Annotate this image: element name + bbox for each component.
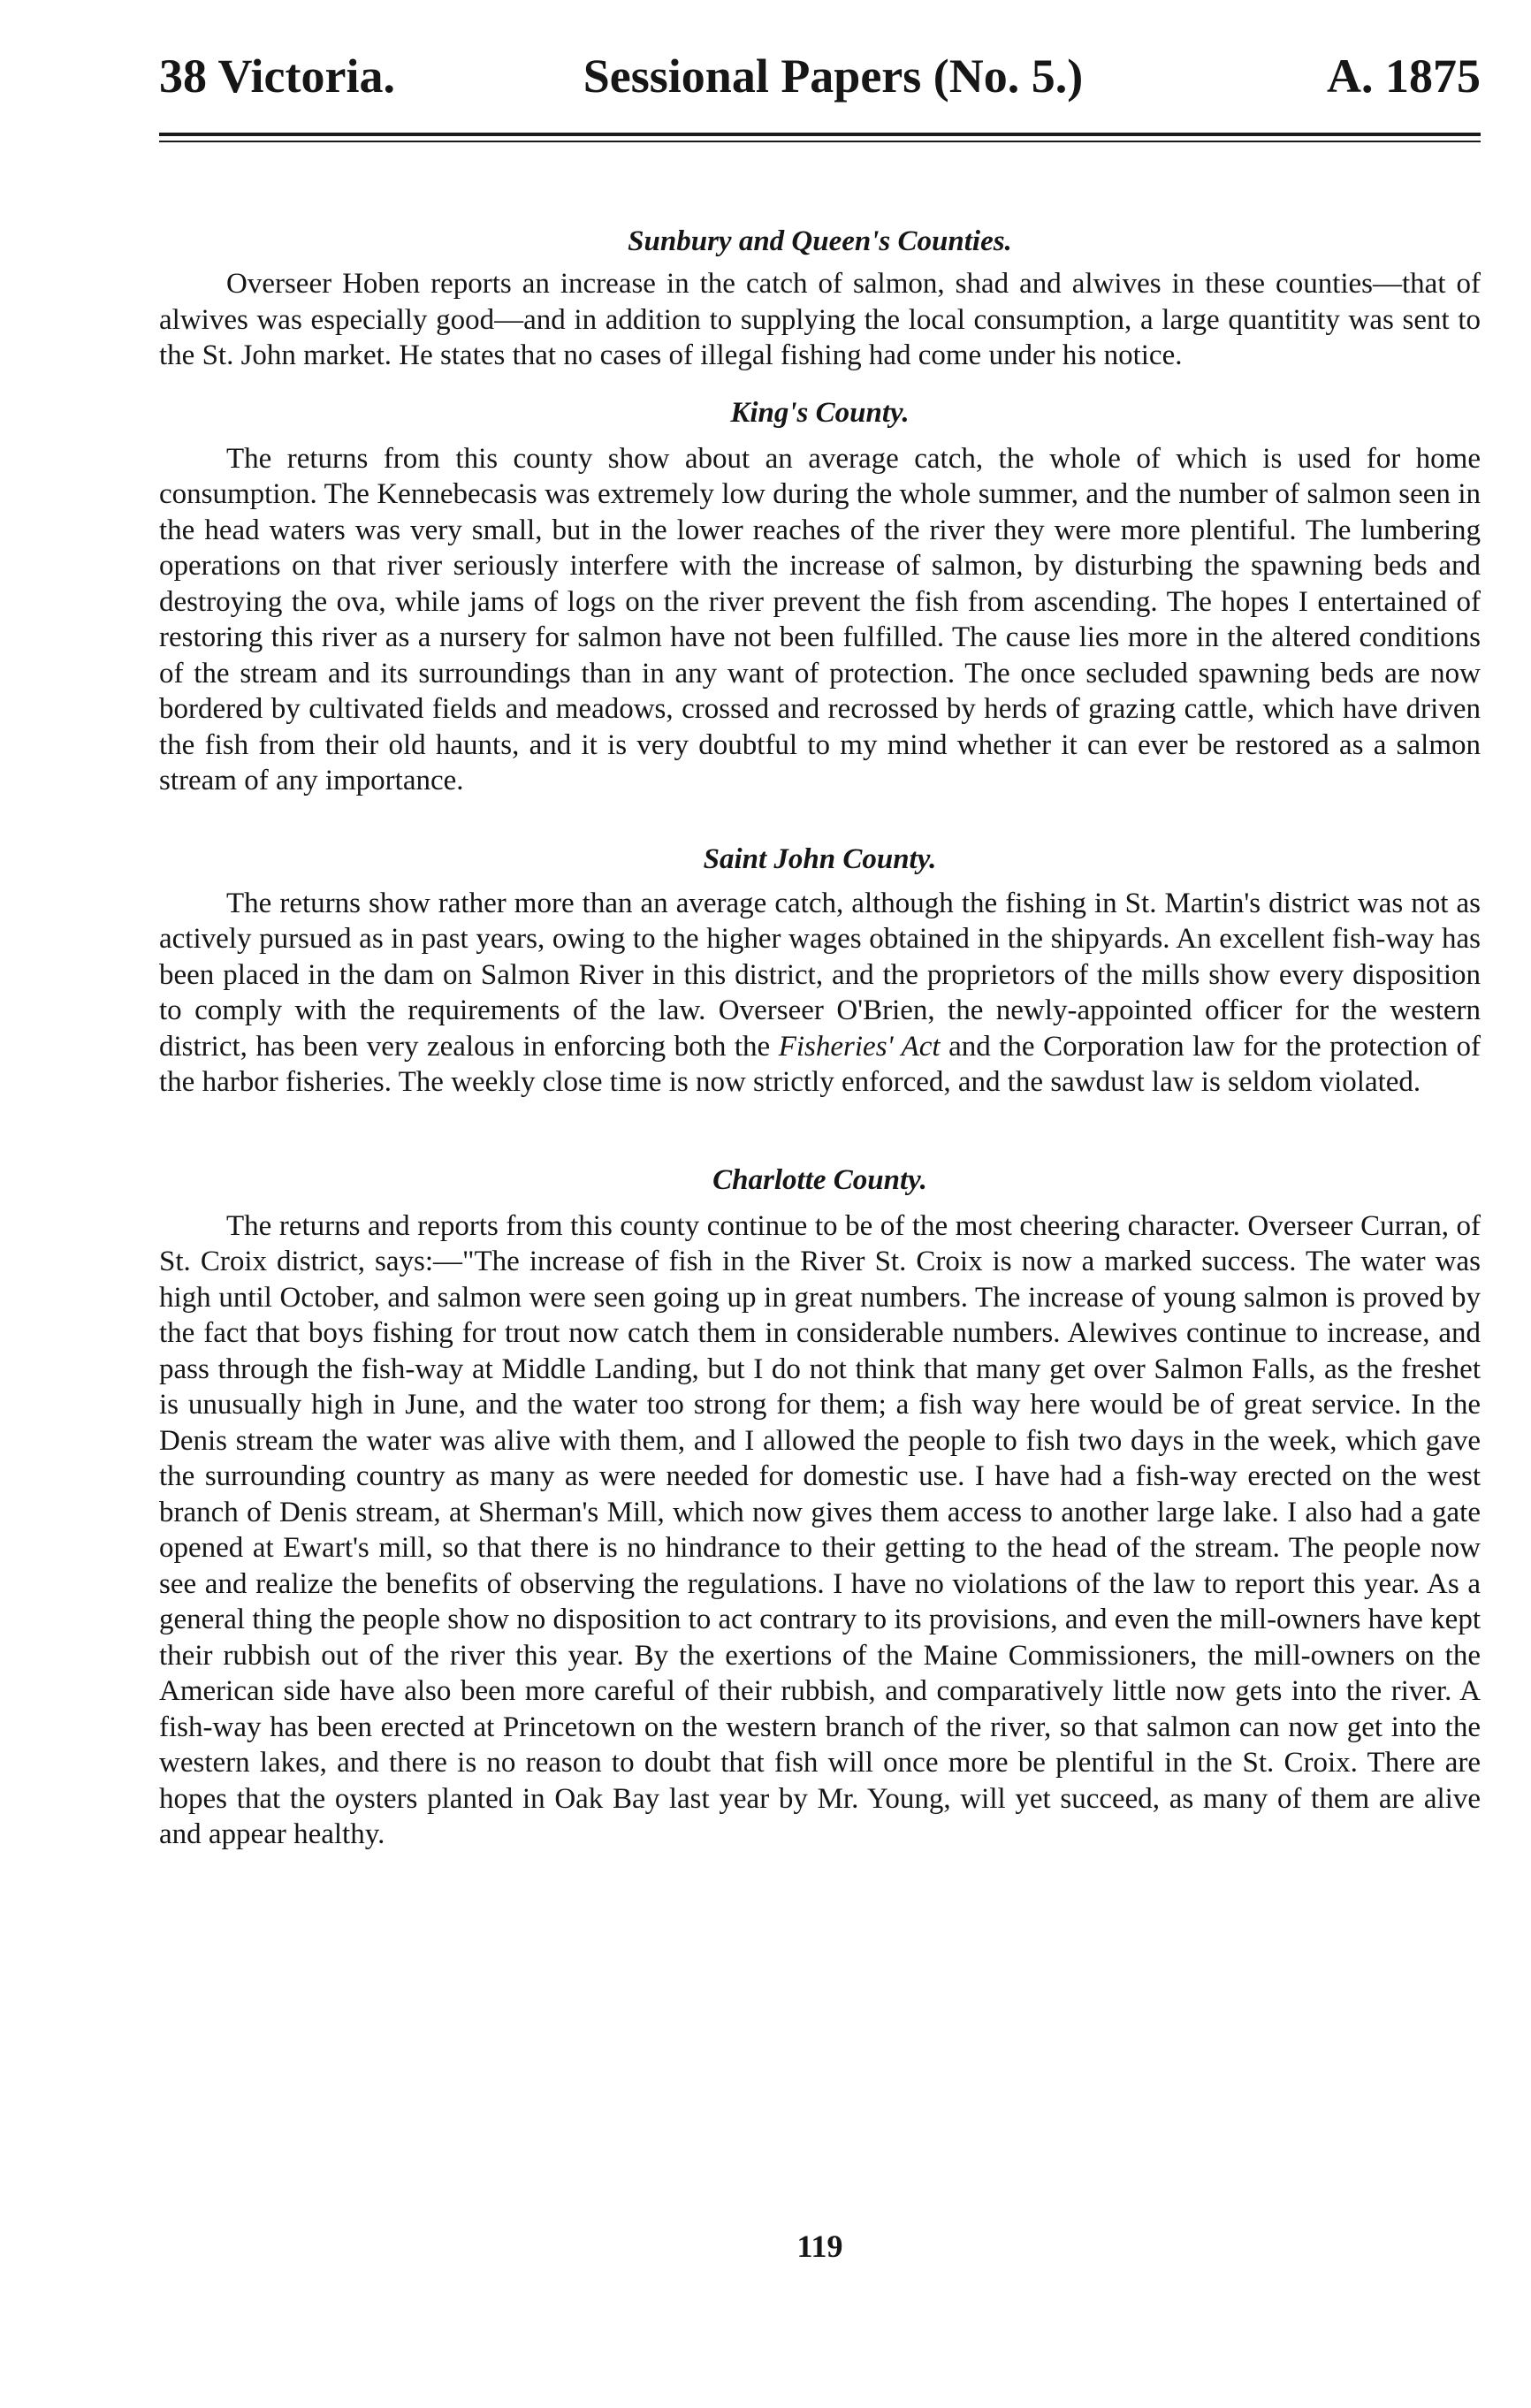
paragraph-kings: The returns from this county show about an average catch, the whole of which is used for home consumption. The Kennebecasis was extremely low during the whole summer, and the number of salmon seen in the head waters was very small, but in the lower reaches of the river they were more plentiful. The lumbering operations on that river seriously interfere with the increase of salmon, by disturbing the spawning beds and destroying the ova, while jams of logs on the river prevent the fish from ascending. The hopes I entertained of restoring this river as a nursery for salmon have not been fulfilled. The cause lies more in the altered conditions of the stream and its surroundings than in any want of protection. The once secluded spawning beds are now bordered by cultivated fields and meadows, crossed and recrossed by herds of grazing cattle, which have driven the fish from their old haunts, and it is very doubtful to my mind whether it can ever be restored as a salmon stream of any importance.	[159, 442, 1481, 796]
paragraph-sunbury: Overseer Hoben reports an increase in the catch of salmon, shad and alwives in these counties—that of alwives was especially good—and in addition to supplying the local consumption, a large quantitity was sent to the St. John market. He states that no cases of illegal fishing had come under his notice.	[159, 268, 1481, 371]
paragraph-saint-john-part-1: The returns show rather more than an average catch, although the fishing in St. Martin's district was not as actively pursued as in past years, owing to the higher wages obtained in the shipyards. An excellent fish-way has been placed in the dam on Salmon River in this district, and the proprietors of the mills show every disposition to comply with the requirements of the law. Overseer O'Brien, the newly-appointed officer for the western district, has been very zealous in enforcing both the	[159, 887, 1481, 1063]
section-title-kings: King's County.	[730, 396, 910, 429]
page-number: 119	[796, 2229, 843, 2264]
header-session: 38 Victoria.	[159, 50, 395, 103]
paragraph-saint-john	[159, 886, 1481, 1101]
section-title-charlotte: Charlotte County.	[712, 1163, 927, 1196]
paragraph-saint-john-part-2: and the Corporation law for the protection of the harbor fisheries. The weekly close time is now strictly enforced, and the sawdust law is seldom violated.	[159, 1030, 1481, 1098]
paragraph-charlotte: The returns and reports from this county continue to be of the most cheering character. Overseer Curran, of St. Croix district, says:—"The increase of fish in the River St. Croix is now a marked success. The water was high until October, and salmon were seen going up in great numbers. The increase of young salmon is proved by the fact that boys fishing for trout now catch them in considerable numbers. Alewives continue to increase, and pass through the fish-way at Middle Landing, but I do not think that many get over Salmon Falls, as the freshet is unusually high in June, and the water too strong for them; a fish way here would be of great service. In the Denis stream the water was alive with them, and I allowed the people to fish two days in the week, which gave the surrounding country as many as were needed for domestic use. I have had a fish-way erected on the west branch of Denis stream, at Sherman's Mill, which now gives them access to another large lake. I also had a gate opened at Ewart's mill, so that there is no hindrance to their getting to the head of the stream. The people now see and realize the benefits of observing the regulations. I have no violations of the law to report this year. As a general thing the people show no disposition to act contrary to its provisions, and even the mill-owners have kept their rubbish out of the river this year. By the exertions of the Maine Commissioners, the mill-owners on the American side have also been more careful of their rubbish, and comparatively little now gets into the river. A fish-way has been erected at Princetown on the western branch of the river, so that salmon can now get into the western lakes, and there is no reason to doubt that fish will once more be plentiful in the St. Croix. There are hopes that the oysters planted in Oak Bay last year by Mr. Young, will yet succeed, as many of them are alive and appear healthy.	[159, 1209, 1481, 1850]
document-page	[159, 35, 1481, 2264]
section-title-sunbury: Sunbury and Queen's Counties.	[628, 225, 1012, 257]
header-rule-thick	[159, 133, 1481, 136]
header-title: Sessional Papers (No. 5.)	[583, 50, 1084, 103]
header-year: A. 1875	[1327, 50, 1481, 103]
fisheries-act-title: Fisheries' Act	[778, 1030, 941, 1063]
header-rule-thin	[159, 141, 1481, 142]
section-title-saint-john: Saint John County.	[703, 842, 937, 875]
running-header	[159, 35, 1481, 117]
